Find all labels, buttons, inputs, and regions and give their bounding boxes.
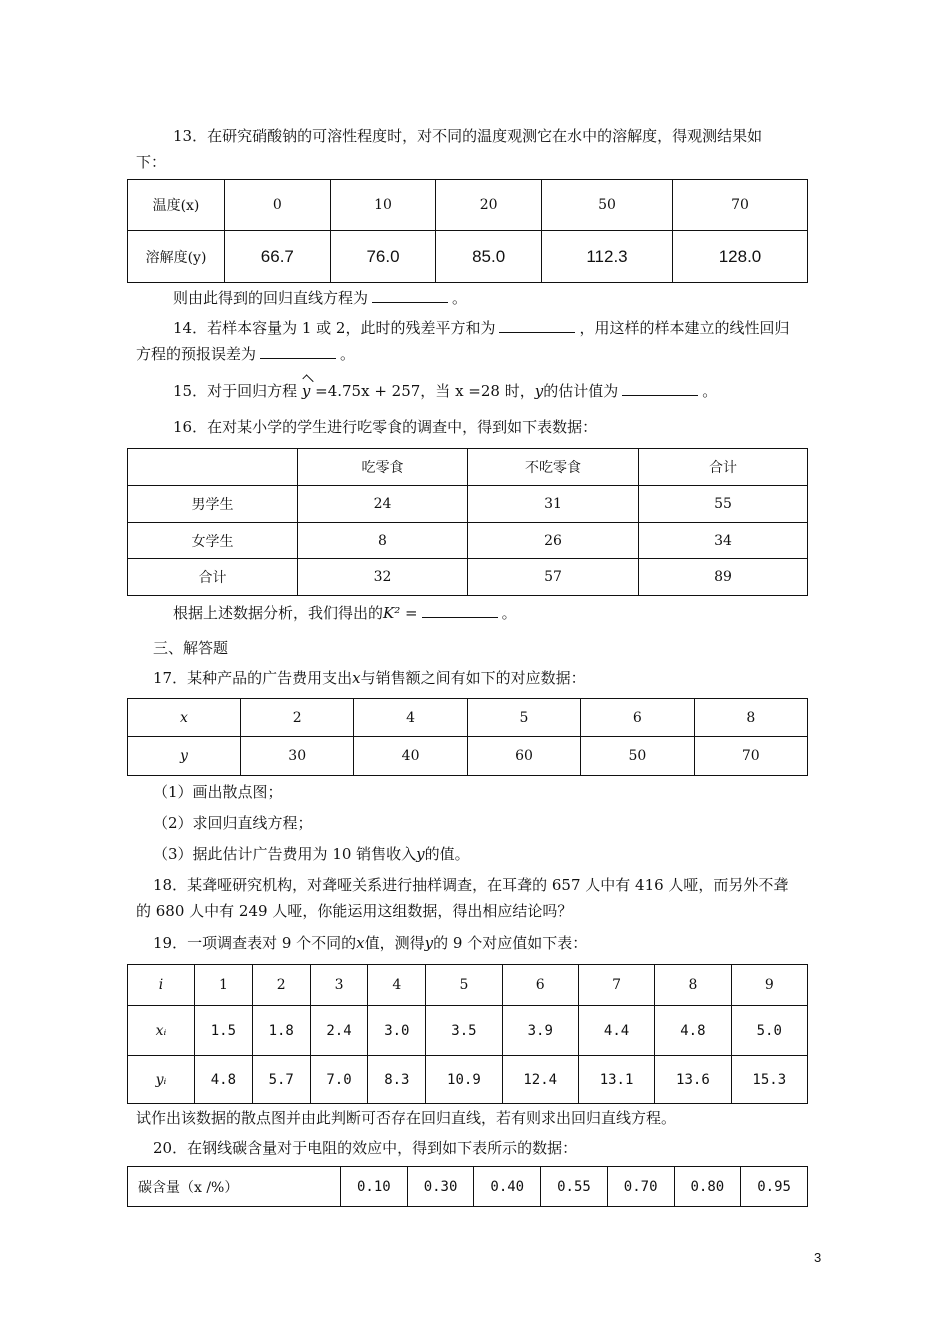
q17-sub1: （1）画出散点图； xyxy=(153,783,283,801)
q20-table xyxy=(127,1166,808,1207)
q16-cell: 55 xyxy=(639,486,808,523)
q19-y-cell: 8.3 xyxy=(368,1056,426,1104)
q14-line1-a: 14．若样本容量为 1 或 2，此时的残差平方和为 xyxy=(173,319,496,337)
q14-line1-b: ，用这样的样本建立的线性回归 xyxy=(579,319,790,337)
q19-i-cell: 7 xyxy=(578,965,654,1006)
q16-cell: 57 xyxy=(468,559,639,596)
q17-sub3 xyxy=(153,844,470,864)
q19-x-cell: 4.4 xyxy=(578,1006,654,1056)
section-title: 三、解答题 xyxy=(153,639,229,657)
q16-header: 不吃零食 xyxy=(468,449,639,486)
q19-x-label: xᵢ xyxy=(128,1006,195,1056)
answer-blank xyxy=(422,607,498,618)
q19-text-c: 的 9 个对应值如下表： xyxy=(433,934,588,952)
q13-y-cell: 76.0 xyxy=(330,231,436,283)
q17-x-cell: 8 xyxy=(694,699,807,737)
q19-y-cell: 13.6 xyxy=(655,1056,731,1104)
q17-y-cell: 30 xyxy=(241,737,354,776)
q19-i-cell: 5 xyxy=(426,965,502,1006)
q17-y-cell: 50 xyxy=(581,737,694,776)
q16-header xyxy=(128,449,298,486)
q17-sub3-y: y xyxy=(416,845,425,863)
q19-x-cell: 3.5 xyxy=(426,1006,502,1056)
q13-after-end: 。 xyxy=(452,289,468,307)
q16-cell: 26 xyxy=(468,523,639,559)
q19-xv: x xyxy=(356,934,365,952)
q13-after-text: 则由此得到的回归直线方程为 xyxy=(173,289,369,307)
q15-c: 的估计值为 xyxy=(543,382,619,400)
q20-x-cell: 0.10 xyxy=(341,1167,408,1207)
q16-header: 吃零食 xyxy=(298,449,468,486)
q19-y-label: yᵢ xyxy=(128,1056,195,1104)
answer-blank xyxy=(499,322,575,333)
q17-y-cell: 40 xyxy=(354,737,467,776)
q17-x-cell: 4 xyxy=(354,699,467,737)
q13-after xyxy=(173,288,467,308)
answer-blank xyxy=(622,385,698,396)
page-number: 3 xyxy=(814,1250,822,1265)
q19-x-cell: 1.8 xyxy=(252,1006,310,1056)
q16-cell: 8 xyxy=(298,523,468,559)
q20-x-cell: 0.55 xyxy=(541,1167,608,1207)
q19-i-cell: 4 xyxy=(368,965,426,1006)
q19-y-cell: 7.0 xyxy=(310,1056,368,1104)
q17-xv: x xyxy=(352,669,361,687)
q19-x-cell: 3.9 xyxy=(502,1006,578,1056)
q16-header: 合计 xyxy=(639,449,808,486)
q19-table xyxy=(127,964,808,1104)
q19-text xyxy=(153,933,587,953)
q17-sub2: （2）求回归直线方程； xyxy=(153,814,313,832)
q19-y-cell: 15.3 xyxy=(731,1056,807,1104)
q15-b: ，当 x =28 时， xyxy=(420,382,535,400)
q17-y-cell: 60 xyxy=(467,737,580,776)
q17-sub3-a: （3）据此估计广告费用为 10 销售收入 xyxy=(153,845,417,863)
q13-x-cell: 70 xyxy=(673,180,808,231)
q16-after-a: 根据上述数据分析，我们得出的 xyxy=(173,604,384,622)
q20-label: 碳含量（x /%） xyxy=(128,1167,341,1207)
table-row xyxy=(128,559,808,596)
q16-k2: K² = xyxy=(383,604,418,622)
q13-x-cell: 0 xyxy=(225,180,331,231)
q19-x-cell: 5.0 xyxy=(731,1006,807,1056)
q18-line1: 18．某聋哑研究机构，对聋哑关系进行抽样调查，在耳聋的 657 人中有 416 人哑，而另外不聋 xyxy=(153,876,789,894)
q16-cell: 24 xyxy=(298,486,468,523)
q16-cell: 女学生 xyxy=(128,523,298,559)
q19-yv: y xyxy=(424,934,434,952)
q20-x-cell: 0.30 xyxy=(407,1167,474,1207)
q19-x-cell: 1.5 xyxy=(195,1006,253,1056)
q15-line xyxy=(173,381,717,401)
q13-row1-label: 温度(x) xyxy=(128,180,225,231)
q19-i-cell: 6 xyxy=(502,965,578,1006)
q20-x-cell: 0.80 xyxy=(674,1167,741,1207)
q14-line1 xyxy=(173,318,790,338)
q19-text-b: 值，测得 xyxy=(364,934,425,952)
q13-text-line2: 下： xyxy=(136,153,167,171)
q19-i-cell: 8 xyxy=(655,965,731,1006)
q13-text-line1: 13．在研究硝酸钠的可溶性程度时，对不同的温度观测它在水中的溶解度，得观测结果如 xyxy=(173,127,763,145)
q14-line2 xyxy=(136,344,355,364)
q16-cell: 合计 xyxy=(128,559,298,596)
q17-text-a: 17．某种产品的广告费用支出 xyxy=(153,669,353,687)
q19-x-cell: 4.8 xyxy=(655,1006,731,1056)
table-row xyxy=(128,486,808,523)
q13-x-cell: 10 xyxy=(330,180,436,231)
q17-sub3-b: 的值。 xyxy=(424,845,470,863)
q15-eq: =4.75x + 257 xyxy=(310,382,421,400)
q19-x-cell: 3.0 xyxy=(368,1006,426,1056)
q13-row2-label: 溶解度(y) xyxy=(128,231,225,283)
q19-y-cell: 13.1 xyxy=(578,1056,654,1104)
q19-i-cell: 3 xyxy=(310,965,368,1006)
q13-y-cell: 112.3 xyxy=(541,231,672,283)
q19-y-cell: 4.8 xyxy=(195,1056,253,1104)
q19-y-cell: 10.9 xyxy=(426,1056,502,1104)
q20-x-cell: 0.95 xyxy=(741,1167,808,1207)
q15-yv: y xyxy=(534,382,544,400)
q16-cell: 34 xyxy=(639,523,808,559)
q16-table xyxy=(127,448,808,596)
q16-after xyxy=(173,603,517,623)
q13-y-cell: 85.0 xyxy=(436,231,542,283)
q17-x-cell: 6 xyxy=(581,699,694,737)
q16-cell: 男学生 xyxy=(128,486,298,523)
q19-i-cell: 9 xyxy=(731,965,807,1006)
q17-table xyxy=(127,698,808,776)
answer-blank xyxy=(372,292,448,303)
q13-table xyxy=(127,179,808,283)
q14-line2-end: 。 xyxy=(340,345,356,363)
q13-x-cell: 50 xyxy=(541,180,672,231)
q16-text: 16．在对某小学的学生进行吃零食的调查中，得到如下表数据： xyxy=(173,418,598,436)
q13-y-cell: 128.0 xyxy=(673,231,808,283)
answer-blank xyxy=(260,348,336,359)
q17-x-cell: 2 xyxy=(241,699,354,737)
q20-x-cell: 0.70 xyxy=(607,1167,674,1207)
q19-text-a: 19．一项调查表对 9 个不同的 xyxy=(153,934,357,952)
q14-line2-a: 方程的预报误差为 xyxy=(136,345,257,363)
q15-y-hat: y xyxy=(301,382,311,400)
q17-y-cell: 70 xyxy=(694,737,807,776)
q16-cell: 31 xyxy=(468,486,639,523)
table-row xyxy=(128,523,808,559)
q19-i-cell: 1 xyxy=(195,965,253,1006)
q19-y-cell: 5.7 xyxy=(252,1056,310,1104)
q15-a: 15．对于回归方程 xyxy=(173,382,298,400)
q20-text: 20．在钢线碳含量对于电阻的效应中，得到如下表所示的数据： xyxy=(153,1139,578,1157)
q20-x-cell: 0.40 xyxy=(474,1167,541,1207)
q19-i-cell: 2 xyxy=(252,965,310,1006)
q13-y-cell: 66.7 xyxy=(225,231,331,283)
q19-y-cell: 12.4 xyxy=(502,1056,578,1104)
q19-i-label: i xyxy=(128,965,195,1006)
q13-x-cell: 20 xyxy=(436,180,542,231)
q18-line2: 的 680 人中有 249 人哑，你能运用这组数据，得出相应结论吗？ xyxy=(136,902,573,920)
q17-x-cell: 5 xyxy=(467,699,580,737)
q17-y-label: y xyxy=(128,737,241,776)
q16-cell: 89 xyxy=(639,559,808,596)
q16-after-end: 。 xyxy=(501,604,517,622)
q17-text-b: 与销售额之间有如下的对应数据： xyxy=(360,669,586,687)
q19-after: 试作出该数据的散点图并由此判断可否存在回归直线，若有则求出回归直线方程。 xyxy=(136,1109,677,1127)
q17-text xyxy=(153,668,586,688)
q17-x-label: x xyxy=(128,699,241,737)
q16-cell: 32 xyxy=(298,559,468,596)
q19-x-cell: 2.4 xyxy=(310,1006,368,1056)
q15-end: 。 xyxy=(702,382,718,400)
